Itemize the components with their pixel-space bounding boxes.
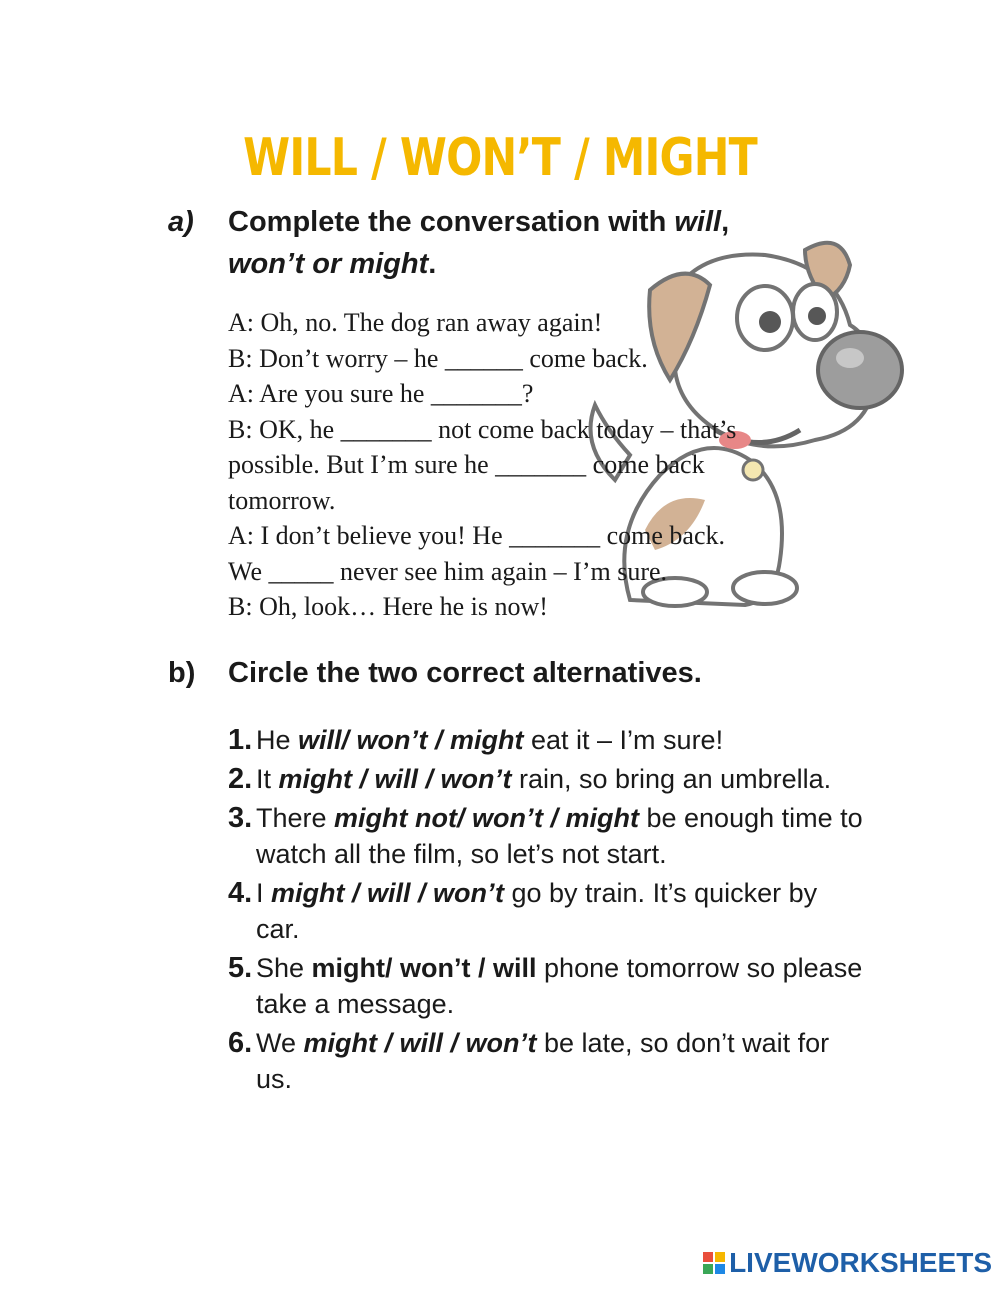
list-item: 2. It might / will / won’t rain, so bring an umbrella. bbox=[228, 763, 832, 795]
list-item: 6. We might / will / won’t be late, so don’t wait for us. bbox=[228, 1027, 830, 1094]
answer-options[interactable]: might / will / won’t bbox=[303, 1028, 537, 1058]
section-a-instruction: Complete the conversation with will, won’t or might. bbox=[228, 206, 730, 280]
list-item: 1. He will/ won’t / might eat it – I’m sure! bbox=[228, 724, 724, 756]
list-item: 5. She might/ won’t / will phone tomorrow so please take a message. bbox=[228, 952, 863, 1019]
dialog-line: A: Oh, no. The dog ran away again! bbox=[228, 308, 603, 337]
dialog-line: tomorrow. bbox=[228, 485, 336, 515]
dialog-line: possible. But I’m sure he _______ come back bbox=[228, 450, 705, 479]
answer-options[interactable]: will/ won’t / might bbox=[298, 725, 524, 755]
section-b-letter: b) bbox=[168, 657, 196, 689]
list-item: 3. There might not/ won’t / might be enough time to watch all the film, so let’s not start. bbox=[228, 802, 863, 869]
dialog-line: B: Oh, look… Here he is now! bbox=[228, 592, 548, 621]
dialog-line: B: OK, he _______ not come back today – that’s bbox=[228, 414, 737, 444]
exercise-list bbox=[228, 722, 868, 1100]
answer-options[interactable]: might / will / won’t bbox=[271, 878, 504, 908]
section-a-letter: a) bbox=[168, 206, 194, 238]
logo-text: LIVEWORKSHEETS bbox=[729, 1247, 992, 1278]
dialog-line: A: I don’t believe you! He _______ come back. bbox=[228, 521, 725, 550]
answer-options[interactable]: might/ won’t / will bbox=[311, 953, 537, 983]
worksheet-title: WILL / WON’T / MIGHT bbox=[243, 128, 757, 188]
liveworksheets-logo-icon bbox=[703, 1252, 725, 1274]
answer-options[interactable]: might not/ won’t / might bbox=[334, 803, 639, 833]
dialog-line: A: Are you sure he _______? bbox=[228, 379, 534, 408]
conversation bbox=[228, 305, 868, 625]
answer-options[interactable]: might / will / won’t bbox=[278, 764, 512, 794]
section-b-instruction: Circle the two correct alternatives. bbox=[228, 657, 702, 689]
dialog-line: We _____ never see him again – I’m sure. bbox=[228, 556, 668, 586]
list-item: 4. I might / will / won’t go by train. It’s quicker by car. bbox=[228, 877, 818, 944]
liveworksheets-logo[interactable] bbox=[703, 1247, 992, 1279]
dialog-line: B: Don’t worry – he ______ come back. bbox=[228, 343, 648, 373]
